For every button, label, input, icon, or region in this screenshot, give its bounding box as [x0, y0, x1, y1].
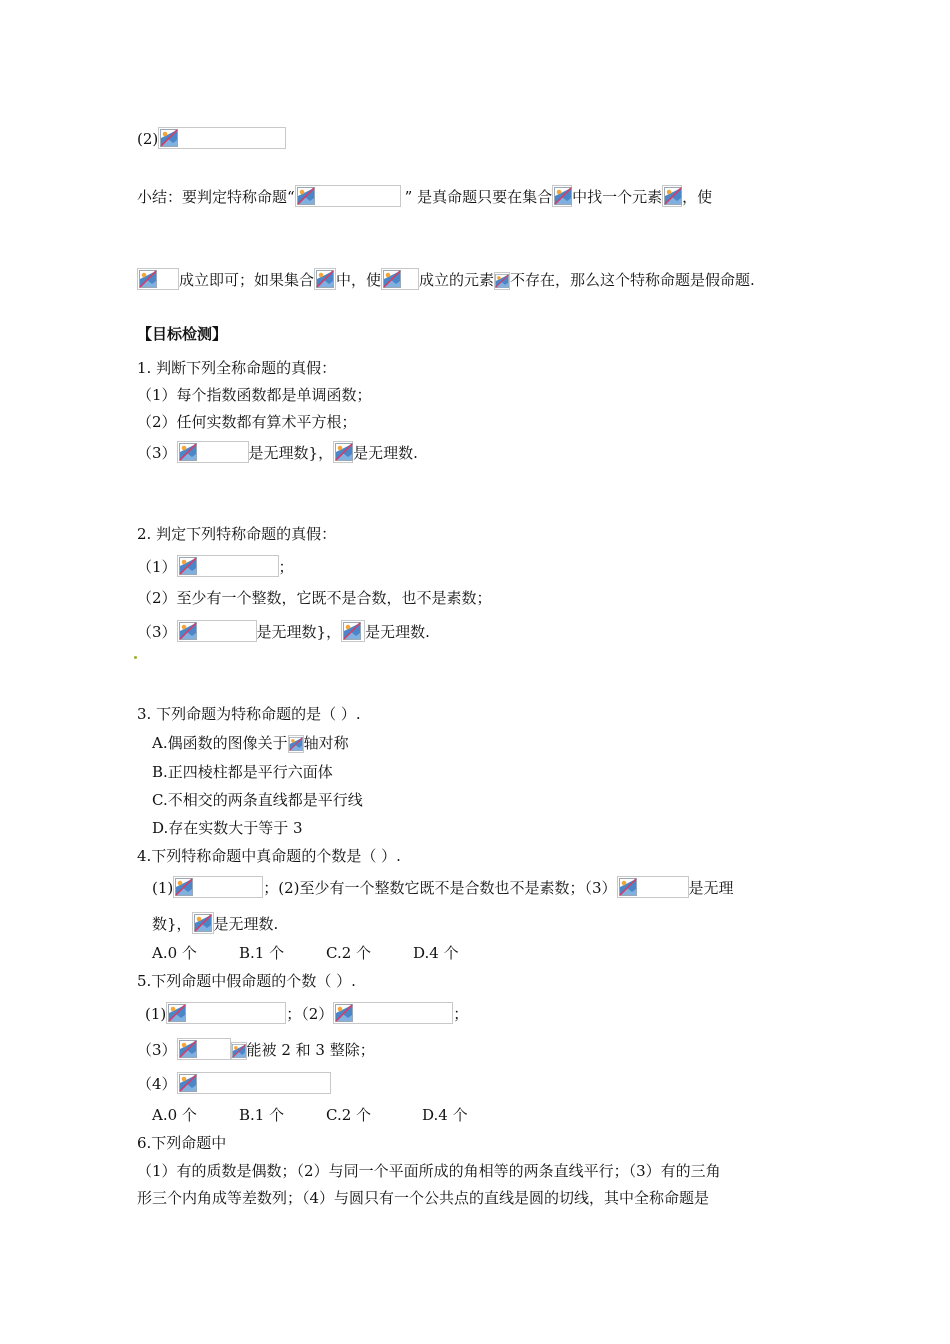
formula-image: [333, 441, 353, 463]
section-heading: 【目标检测】: [137, 325, 228, 343]
q5-options: A.0 个 B.1 个 C.2 个 D.4 个: [152, 1106, 468, 1124]
q6-line-1: （1）有的质数是偶数；（2）与同一个平面所成的角相等的两条直线平行；（3）有的三角: [137, 1162, 721, 1180]
formula-image: [177, 555, 279, 577]
q5-line-1: (1) ；（2） ；: [145, 1002, 468, 1024]
summary-line-2: 成立即可；如果集合 中，使 成立的元素 不存在，那么这个特称命题是假命题.: [137, 268, 755, 290]
broken-image-icon: [175, 878, 193, 896]
q3-option-b: B.正四棱柱都是平行六面体: [152, 763, 333, 781]
broken-image-icon: [179, 557, 197, 575]
q1-item-1: （1）每个指数函数都是单调函数；: [137, 386, 372, 404]
formula-image: [552, 185, 572, 207]
broken-image-icon: [495, 273, 509, 289]
broken-image-icon: [232, 1043, 246, 1059]
broken-image-icon: [160, 129, 178, 147]
formula-image: [295, 185, 401, 207]
broken-image-icon: [179, 622, 197, 640]
formula-image: [137, 268, 179, 290]
q3-option-c: C.不相交的两条直线都是平行线: [152, 791, 363, 809]
q1-item-2: （2）任何实数都有算术平方根；: [137, 413, 357, 431]
formula-image: [231, 1042, 247, 1060]
broken-image-icon: [316, 270, 334, 288]
broken-image-icon: [343, 622, 361, 640]
q4-line-1: (1) ；(2)至少有一个整数它既不是合数也不是素数；（3） 是无理: [152, 876, 734, 898]
summary-line-1: 小结：要判定特称命题“ ” 是真命题只要在集合 中找一个元素 ，使: [137, 185, 712, 207]
broken-image-icon: [289, 736, 303, 752]
broken-image-icon: [179, 1040, 197, 1058]
stray-mark: [134, 656, 137, 659]
q2-item-3: （3） 是无理数}， 是无理数.: [137, 620, 430, 642]
formula-image: [177, 1038, 231, 1060]
broken-image-icon: [194, 914, 212, 932]
q4-options: A.0 个 B.1 个 C.2 个 D.4 个: [152, 944, 459, 962]
q2-item-2: （2）至少有一个整数，它既不是合数，也不是素数；: [137, 589, 492, 607]
q1-item-3: （3） 是无理数}， 是无理数.: [137, 441, 418, 463]
broken-image-icon: [335, 443, 353, 461]
q3-option-d: D.存在实数大于等于 3: [152, 819, 303, 837]
broken-image-icon: [139, 270, 157, 288]
q5-title: 5.下列命题中假命题的个数（ ）.: [137, 972, 356, 990]
formula-image: [173, 876, 263, 898]
q4-line-2: 数}， 是无理数.: [152, 912, 278, 934]
prev-item-2: (2): [137, 127, 286, 149]
broken-image-icon: [168, 1004, 186, 1022]
formula-image: [177, 441, 249, 463]
broken-image-icon: [664, 187, 682, 205]
broken-image-icon: [619, 878, 637, 896]
formula-image: [314, 268, 336, 290]
q6-title: 6.下列命题中: [137, 1134, 227, 1152]
broken-image-icon: [554, 187, 572, 205]
formula-image: [381, 268, 419, 290]
broken-image-icon: [179, 1074, 197, 1092]
q3-title: 3. 下列命题为特称命题的是（ ）.: [137, 705, 361, 723]
formula-image: [288, 735, 304, 753]
q2-item-1: （1） ；: [137, 555, 294, 577]
q4-title: 4.下列特称命题中真命题的个数是（ ）.: [137, 847, 401, 865]
formula-image: [158, 127, 286, 149]
broken-image-icon: [297, 187, 315, 205]
formula-image: [341, 620, 365, 642]
q5-line-2: （3） 能被 2 和 3 整除；: [137, 1038, 375, 1060]
formula-image: [662, 185, 682, 207]
formula-image: [177, 620, 257, 642]
formula-image: [177, 1072, 331, 1094]
broken-image-icon: [383, 270, 401, 288]
q5-line-3: （4）: [137, 1072, 331, 1094]
q1-title: 1. 判断下列全称命题的真假：: [137, 359, 337, 377]
formula-image: [617, 876, 689, 898]
formula-image: [494, 272, 510, 290]
formula-image: [166, 1002, 286, 1024]
broken-image-icon: [335, 1004, 353, 1022]
q2-title: 2. 判定下列特称命题的真假：: [137, 525, 337, 543]
formula-image: [333, 1002, 453, 1024]
q6-line-2: 形三个内角成等差数列；（4）与圆只有一个公共点的直线是圆的切线，其中全称命题是: [137, 1189, 710, 1207]
q3-option-a: A.偶函数的图像关于 轴对称: [152, 734, 349, 752]
broken-image-icon: [179, 443, 197, 461]
formula-image: [192, 912, 214, 934]
